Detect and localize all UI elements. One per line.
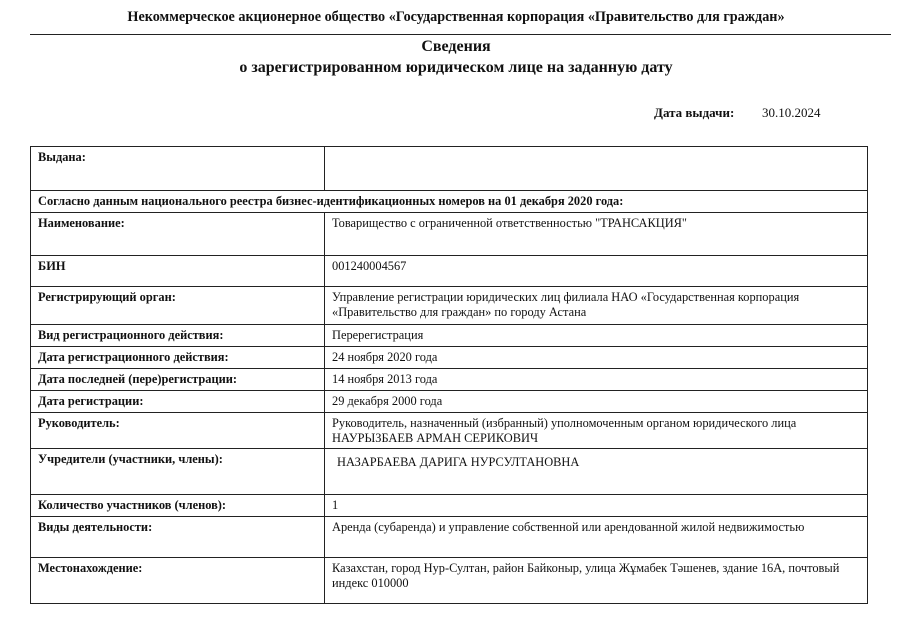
registration-action-type-value: Перерегистрация <box>325 325 868 347</box>
director-role: Руководитель, назначенный (избранный) уполномоченным органом юридического лица <box>332 416 797 430</box>
members-count-value: 1 <box>325 495 868 517</box>
founders-label: Учредители (участники, члены): <box>31 449 325 495</box>
location-label: Местонахождение: <box>31 558 325 604</box>
issue-date-label: Дата выдачи: <box>654 105 735 120</box>
table-row <box>31 325 868 347</box>
document-title: Сведения <box>421 38 491 55</box>
registration-action-date-value: 24 ноября 2020 года <box>325 347 868 369</box>
organization-name: Некоммерческое акционерное общество «Государственная корпорация «Правительство для граждан» <box>127 9 785 25</box>
registration-date-value: 29 декабря 2000 года <box>325 391 868 413</box>
registration-date-label: Дата регистрации: <box>31 391 325 413</box>
members-count-label: Количество участников (членов): <box>31 495 325 517</box>
last-reregistration-date-value: 14 ноября 2013 года <box>325 369 868 391</box>
name-value: Товарищество с ограниченной ответственностью "ТРАНСАКЦИЯ" <box>325 213 868 256</box>
header-divider <box>30 34 891 35</box>
founders-value: НАЗАРБАЕВА ДАРИГА НУРСУЛТАНОВНА <box>325 449 868 495</box>
table-row <box>31 191 868 213</box>
bin-value: 001240004567 <box>325 256 868 287</box>
table-row <box>31 287 868 325</box>
table-row <box>31 517 868 558</box>
location-value: Казахстан, город Нур-Султан, район Байконыр, улица Жұмабек Тәшенев, здание 16А, почтовый индекс 010000 <box>325 558 868 604</box>
director-value <box>325 413 868 449</box>
table-row <box>31 413 868 449</box>
issued-to-value <box>325 147 868 191</box>
document-subtitle: о зарегистрированном юридическом лице на заданную дату <box>239 59 673 76</box>
activity-types-value: Аренда (субаренда) и управление собственной или арендованной жилой недвижимостью <box>325 517 868 558</box>
table-row <box>31 495 868 517</box>
issued-to-label: Выдана: <box>31 147 325 191</box>
registration-action-type-label: Вид регистрационного действия: <box>31 325 325 347</box>
director-label: Руководитель: <box>31 413 325 449</box>
table-row <box>31 558 868 604</box>
table-row <box>31 147 868 191</box>
issue-date-value: 30.10.2024 <box>762 105 821 120</box>
table-row <box>31 391 868 413</box>
table-row <box>31 213 868 256</box>
registering-authority-value: Управление регистрации юридических лиц филиала НАО «Государственная корпорация «Правительство для граждан» по городу Астана <box>325 287 868 325</box>
table-row <box>31 256 868 287</box>
table-row <box>31 369 868 391</box>
bin-label: БИН <box>31 256 325 287</box>
registration-info-table <box>30 146 868 604</box>
table-row <box>31 347 868 369</box>
name-label: Наименование: <box>31 213 325 256</box>
last-reregistration-date-label: Дата последней (пере)регистрации: <box>31 369 325 391</box>
director-name: НАУРЫЗБАЕВ АРМАН СЕРИКОВИЧ <box>332 431 539 445</box>
registration-action-date-label: Дата регистрационного действия: <box>31 347 325 369</box>
registering-authority-label: Регистрирующий орган: <box>31 287 325 325</box>
table-row <box>31 449 868 495</box>
activity-types-label: Виды деятельности: <box>31 517 325 558</box>
registry-note: Согласно данным национального реестра бизнес-идентификационных номеров на 01 декабря 2020 года: <box>31 191 868 213</box>
